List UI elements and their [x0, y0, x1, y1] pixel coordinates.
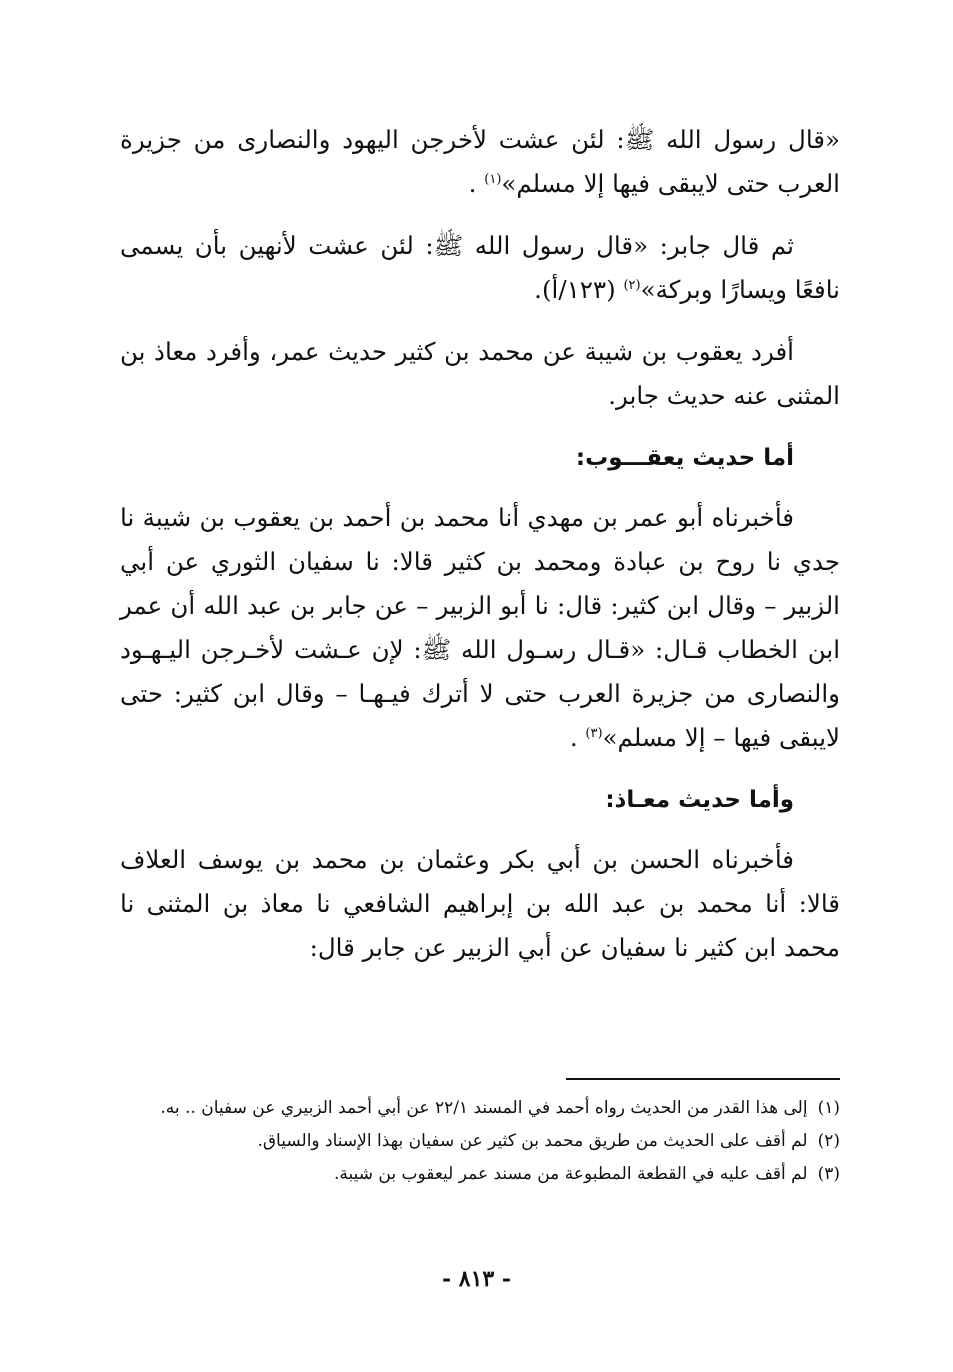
- paragraph-tail: .: [468, 169, 485, 198]
- paragraph-tail: .: [569, 723, 586, 752]
- section-heading-muadh: وأما حديث معـاذ:: [605, 787, 794, 813]
- page-number: - ٨١٣ -: [441, 1266, 512, 1292]
- paragraph-tail: (١٢٣/أ).: [534, 275, 624, 304]
- footnote-text: لم أقف على الحديث من طريق محمد بن كثير عن سفيان بهذا الإسناد والسياق.: [257, 1131, 808, 1151]
- footnote-divider: [566, 1078, 840, 1080]
- paragraph-text: «قال رسول الله ﷺ: لئن عشت لأخرجن اليهود والنصارى من جزيرة العرب حتى لايبقى فيها إلا مسلم»: [120, 125, 840, 198]
- section-heading-yaqub: أما حديث يعقـــوب:: [575, 445, 794, 471]
- paragraph-muadh-chain: [120, 838, 840, 970]
- footnote-text: إلى هذا القدر من الحديث رواه أحمد في المسند ٢٢/١ عن أبي أحمد الزبيري عن سفيان .. به.: [160, 1098, 808, 1118]
- paragraph-text: أفرد يعقوب بن شيبة عن محمد بن كثير حديث عمر، وأفرد معاذ بن المثنى عنه حديث جابر.: [120, 337, 840, 410]
- footnote-1: [120, 1092, 840, 1125]
- paragraph-text: فأخبرناه الحسن بن أبي بكر وعثمان بن محمد بن يوسف العلاف قالا: أنا محمد بن عبد الله بن إبراهيم الشافعي نا معاذ بن المثنى نا محمد ابن كثير نا سفيان عن أبي الزبير عن جابر قال:: [120, 845, 840, 962]
- footnote-2: [120, 1125, 840, 1158]
- footnote-ref-3[interactable]: (٣): [585, 725, 603, 741]
- paragraph-narration-note: [120, 330, 840, 418]
- paragraph-hadith-umar-quote: [120, 118, 840, 206]
- footnote-3: [120, 1158, 840, 1191]
- footnote-ref-2[interactable]: (٢): [623, 277, 641, 293]
- footnotes-section: [120, 1092, 840, 1191]
- footnote-text: لم أقف عليه في القطعة المطبوعة من مسند عمر ليعقوب بن شيبة.: [333, 1164, 808, 1184]
- footnote-number: (١): [817, 1098, 840, 1118]
- footnote-number: (٣): [817, 1164, 840, 1184]
- footnote-number: (٢): [817, 1131, 840, 1151]
- paragraph-text: فأخبرناه أبو عمر بن مهدي أنا محمد بن أحمد بن يعقوب بن شيبة نا جدي نا روح بن عبادة ومحمد بن كثير قالا: نا سفيان الثوري عن أبي الزبير – وقال ابن كثير: قال: نا أبو الزبير – عن جابر بن عبد الله أن عمر ابن الخطاب قـال: «قـال رسـول الله ﷺ: لإن عـشت لأخـرجن اليـهـود والنصارى من جزيرة العرب حتى لا أترك فيـهـا – وقال ابن كثير: حتى لايبقى فيها – إلا مسلم»: [120, 503, 840, 752]
- page-body: [120, 118, 840, 988]
- footnote-ref-1[interactable]: (١): [484, 171, 502, 187]
- paragraph-text: ثم قال جابر: «قال رسول الله ﷺ: لئن عشت لأنهين بأن يسمى نافعًا ويسارًا وبركة»: [120, 231, 840, 304]
- paragraph-yaqub-chain: [120, 496, 840, 760]
- paragraph-jabir-quote: [120, 224, 840, 312]
